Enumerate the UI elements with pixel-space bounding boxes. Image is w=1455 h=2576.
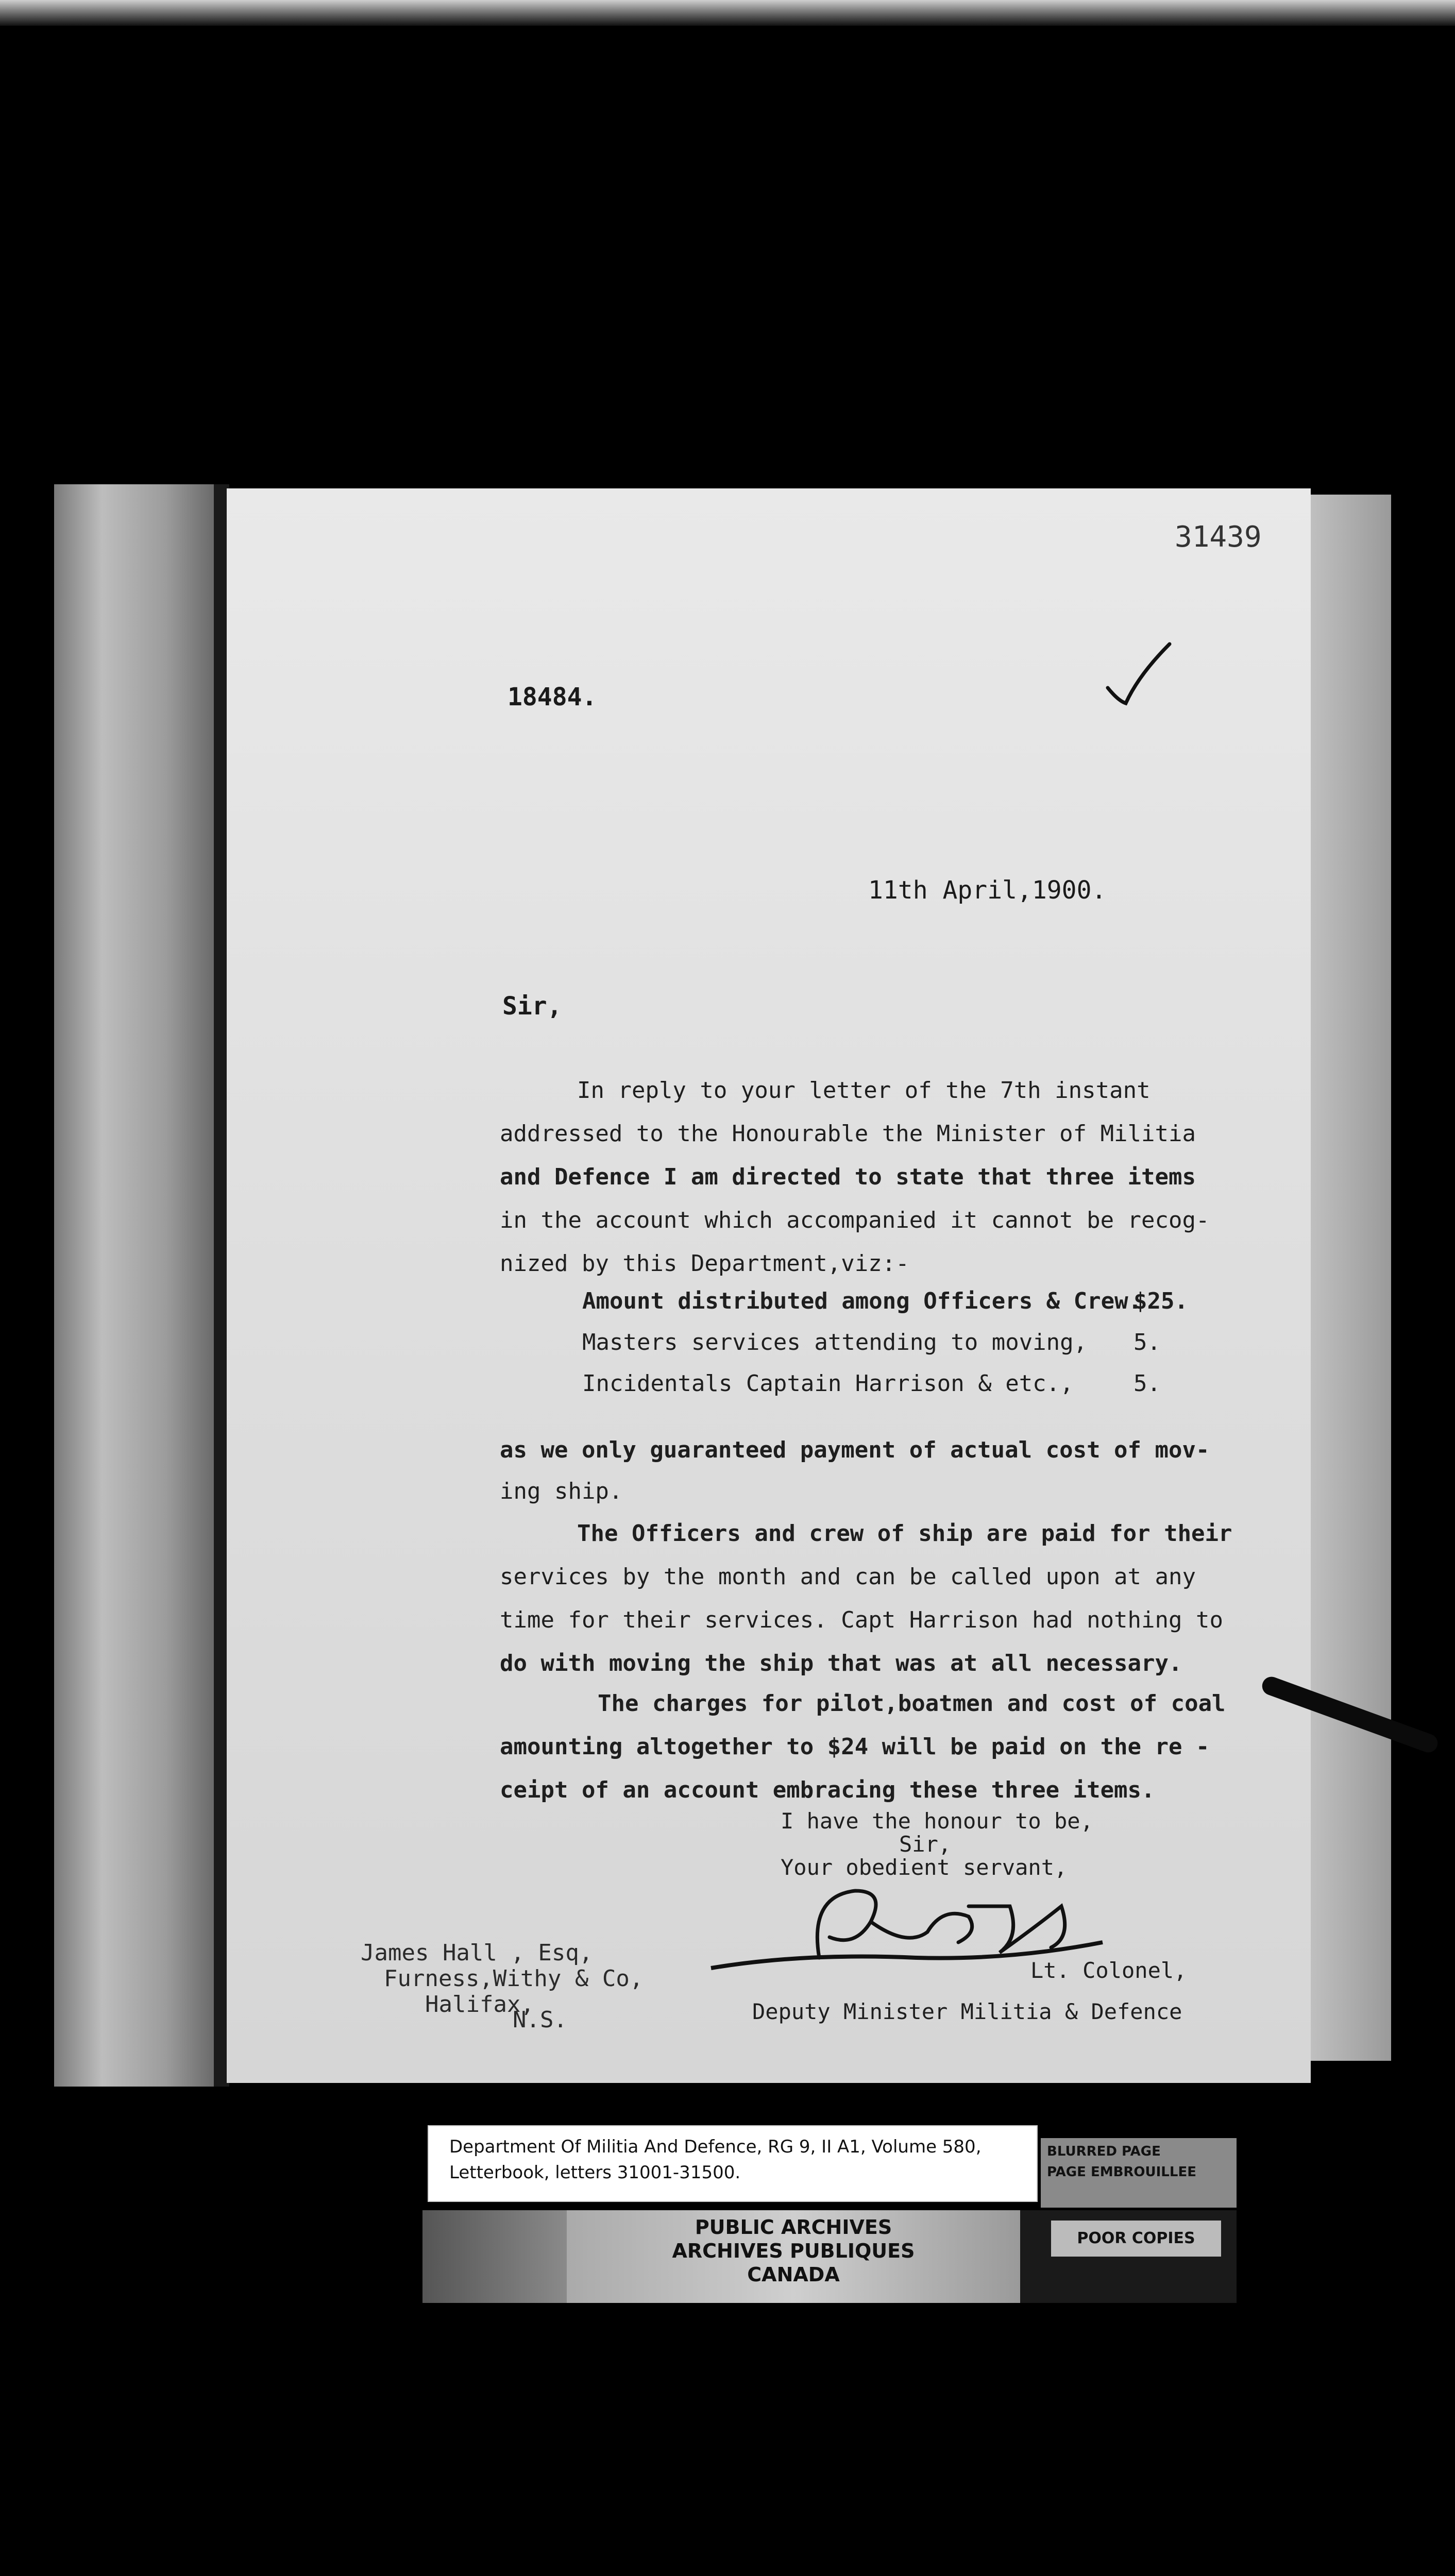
paragraph-line: ceipt of an account embracing these three items. [500,1777,1155,1803]
item-description: Amount distributed among Officers & Crew. [582,1288,1142,1314]
blurred-stamp-line: BLURRED PAGE [1047,2144,1161,2159]
closing-line: I have the honour to be, [781,1808,1093,1834]
paragraph-2 [500,1430,1221,1512]
closing-line: Sir, [899,1832,952,1857]
account-item [582,1370,1200,1397]
account-item [582,1288,1200,1314]
archives-line: CANADA [747,2263,840,2286]
facing-page-edge [54,484,214,2087]
checkmark-icon [1103,639,1175,711]
signatory-title: Deputy Minister Militia & Defence [752,1999,1182,2024]
paragraph-line: nized by this Department,viz:- [500,1250,909,1277]
item-amount: 5. [1133,1329,1161,1355]
archive-label-line: Department Of Militia And Defence, RG 9, II A1, Volume 580, [449,2137,982,2157]
paragraph-line: In reply to your letter of the 7th instant [577,1077,1151,1104]
paragraph-line: do with moving the ship that was at all necessary. [500,1650,1182,1676]
account-item [582,1329,1200,1355]
signatory-rank: Lt. Colonel, [1030,1958,1187,1983]
blurred-page-stamp [1041,2138,1237,2208]
paragraph-line: time for their services. Capt Harrison had nothing to [500,1607,1223,1633]
paragraph-line: The Officers and crew of ship are paid for their [577,1520,1232,1547]
paragraph-line: addressed to the Honourable the Minister of Militia [500,1121,1196,1147]
closing-line: Your obedient servant, [781,1855,1068,1880]
reference-number: 18484. [507,683,597,711]
archive-label [428,2125,1038,2202]
paragraph-line: and Defence I am directed to state that three items [500,1164,1196,1190]
paragraph-line: in the account which accompanied it cannot be recog- [500,1207,1210,1233]
blurred-stamp-line: PAGE EMBROUILLEE [1047,2164,1196,2180]
item-description: Incidentals Captain Harrison & etc., [582,1370,1074,1397]
addressee-line: James Hall , Esq, [361,1940,593,1966]
document-number: 31439 [1175,520,1262,554]
poor-copies-stamp: POOR COPIES [1051,2221,1221,2257]
archives-line: PUBLIC ARCHIVES [695,2216,892,2239]
archives-plate [567,2210,1020,2303]
letter-page [227,488,1311,2083]
paragraph-line: ing ship. [500,1478,623,1504]
item-description: Masters services attending to moving, [582,1329,1088,1355]
paragraph-1 [500,1069,1221,1285]
paragraph-3 [500,1512,1232,1685]
film-top-edge [0,0,1455,26]
paragraph-line: The charges for pilot,boatmen and cost of coal [598,1690,1226,1717]
addressee-line: Furness,Withy & Co, [384,1965,644,1992]
letter-date: 11th April,1900. [868,876,1107,905]
addressee-line: N.S. [513,2007,567,2033]
label-edge [422,2210,567,2303]
salutation: Sir, [502,992,562,1021]
paragraph-line: services by the month and can be called upon at any [500,1564,1196,1590]
addressee-line: Halifax, [425,1991,534,2018]
archive-label-line: Letterbook, letters 31001-31500. [449,2162,741,2183]
item-amount: 5. [1133,1370,1161,1397]
paragraph-line: amounting altogether to $24 will be paid on the re - [500,1734,1210,1760]
paragraph-4 [500,1682,1226,1812]
paragraph-line: as we only guaranteed payment of actual cost of mov- [500,1437,1210,1463]
item-amount: $25. [1133,1288,1188,1314]
archives-line: ARCHIVES PUBLIQUES [672,2240,915,2262]
